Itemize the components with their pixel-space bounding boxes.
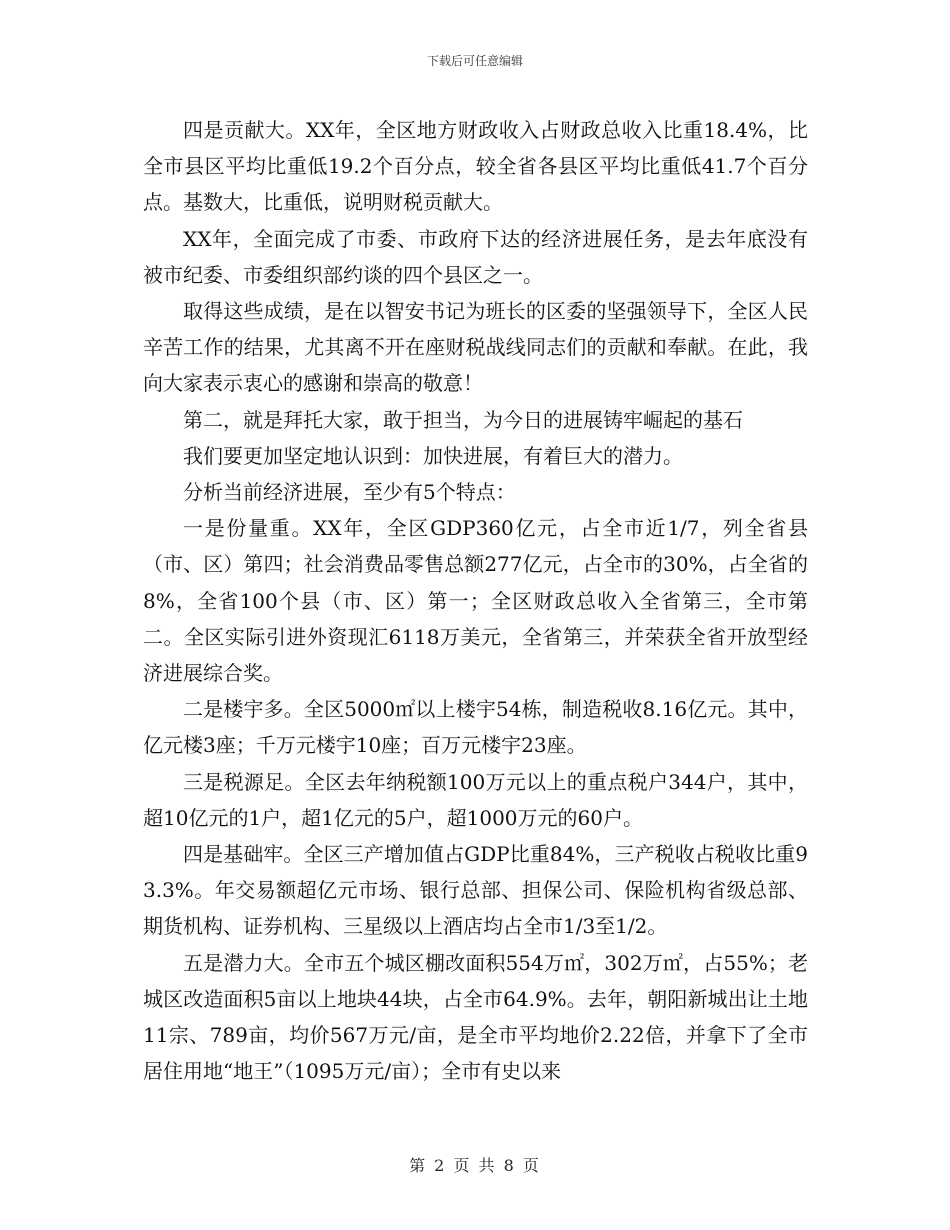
paragraph-tax-sources: 三是税源足。全区去年纳税额100万元以上的重点税户344户，其中，超10亿元的1户，超1亿元的5户，超1000万元的60户。	[143, 769, 808, 830]
paragraph-buildings: 二是楼宇多。全区5000㎡以上楼宇54栋，制造税收8.16亿元。其中，亿元楼3座；千万元楼宇10座；百万元楼宇23座。	[143, 697, 808, 758]
page-number: 第 2 页 共 8 页	[409, 1156, 541, 1175]
paragraph-foundation: 四是基础牢。全区三产增加值占GDP比重84%，三产税收占税收比重93.3%。年交易额超亿元市场、银行总部、担保公司、保险机构省级总部、期货机构、证券机构、三星级以上酒店均占全市1/3至1/2。	[143, 842, 808, 939]
paragraph-tasks-completed: XX年，全面完成了市委、市政府下达的经济进展任务，是去年底没有被市纪委、市委组织部约谈的四个县区之一。	[143, 226, 808, 287]
paragraph-achievements: 取得这些成绩，是在以智安书记为班长的区委的坚强领导下，全区人民辛苦工作的结果，尤其离不开在座财税战线同志们的贡献和奉献。在此，我向大家表示衷心的感谢和崇高的敬意！	[143, 299, 808, 396]
paragraph-weight: 一是份量重。XX年，全区GDP360亿元，占全市近1/7，列全省县（市、区）第四；社会消费品零售总额277亿元，占全市的30%，占全省的8%，全省100个县（市、区）第一；全区财政总收入全省第三，全市第二。全区实际引进外资现汇6118万美元，全省第三，并荣获全省开放型经济进展综合奖。	[143, 516, 808, 686]
paragraph-potential: 我们要更加坚定地认识到：加快进展，有着巨大的潜力。	[183, 443, 683, 468]
paragraph-second-point: 第二，就是拜托大家，敢于担当，为今日的进展铸牢崛起的基石	[183, 407, 743, 432]
paragraph-contribution: 四是贡献大。XX年，全区地方财政收入占财政总收入比重18.4%，比全市县区平均比重低19.2个百分点，较全省各县区平均比重低41.7个百分点。基数大，比重低，说明财税贡献大。	[143, 118, 808, 215]
paragraph-growth-potential: 五是潜力大。全市五个城区棚改面积554万㎡，302万㎡，占55%；老城区改造面积5亩以上地块44块，占全市64.9%。去年，朝阳新城出让土地11宗、789亩，均价567万元/亩，是全市平均地价2.22倍，并拿下了全市居住用地“地王”（1095万元/亩）；全市有史以来	[143, 950, 808, 1084]
page-header: 下载后可任意编辑	[426, 54, 523, 68]
paragraph-features-intro: 分析当前经济进展，至少有5个特点：	[183, 480, 516, 505]
document-body	[143, 112, 808, 1089]
